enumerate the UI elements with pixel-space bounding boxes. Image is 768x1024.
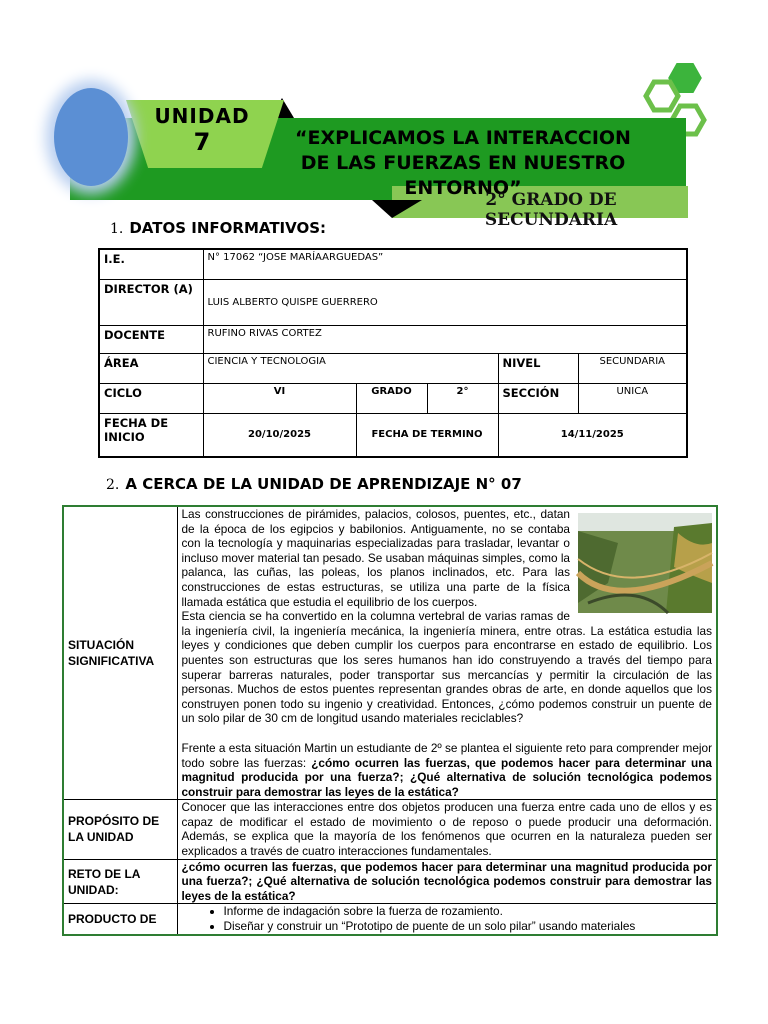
reto-label: RETO DE LA UNIDAD: — [63, 859, 177, 904]
info-row-area — [99, 353, 687, 383]
area-value: CIENCIA Y TECNOLOGIA — [203, 353, 498, 383]
ribbon-fold — [372, 200, 422, 218]
director-value: LUIS ALBERTO QUISPE GUERRERO — [203, 279, 687, 325]
grado-value: 2° — [427, 383, 498, 413]
section-number: 2. — [106, 477, 120, 493]
ciclo-label: CICLO — [99, 383, 203, 413]
fecha-termino-value: 14/11/2025 — [498, 413, 687, 457]
unit-table — [62, 505, 718, 936]
info-row-director — [99, 279, 687, 325]
info-row-fechas — [99, 413, 687, 457]
seccion-value: UNICA — [578, 383, 687, 413]
blue-oval-decoration — [54, 88, 128, 186]
situacion-paragraph-2: Esta ciencia se ha convertido en la columna vertebral de varias ramas de la ingeniería civil, la ingeniería mecánica, la ingeniería minera, entre otras. La estática estudia las leyes y condiciones que deben cumplir los cuerpos para encontrarse en estado de equilibrio. Los puentes son estructuras que los seres humanos han ido construyendo a través del tiempo para superar barreras naturales, poder transportar sus mercancías y permitir la circulación de las personas. Muchos de estos puentes representan grandes obras de arte, en donde aquellos que los construyen ponen todo su ingenio y creatividad. Entonces, ¿cómo podemos construir un puente de un solo pilar de 30 cm de longitud usando materiales reciclables? — [181, 609, 712, 726]
seccion-label: SECCIÓN — [498, 383, 578, 413]
unit-row-proposito — [63, 800, 717, 859]
rope-bridge-photo — [578, 513, 712, 613]
docente-label: DOCENTE — [99, 325, 203, 353]
grado-label: GRADO — [356, 383, 427, 413]
situacion-label: SITUACIÓN SIGNIFICATIVA — [63, 506, 177, 800]
section-title: A CERCA DE LA UNIDAD DE APRENDIZAJE N° 07 — [125, 475, 522, 493]
unit-row-situacion — [63, 506, 717, 800]
producto-item: • Informe de indagación sobre la fuerza de rozamiento. — [224, 904, 713, 919]
area-label: ÁREA — [99, 353, 203, 383]
fecha-termino-label: FECHA DE TERMINO — [356, 413, 498, 457]
unit-row-reto — [63, 859, 717, 904]
situacion-intro: Frente a esta situación Martin un estudiante de 2º se plantea el siguiente reto para comprender mejor todo sobre las fuerzas: — [181, 740, 712, 770]
unit-title: “EXPLICAMOS LA INTERACCION DE LAS FUERZAS EN NUESTRO ENTORNO” — [295, 127, 631, 199]
ciclo-value: VI — [203, 383, 356, 413]
unit-row-producto — [63, 904, 717, 935]
section-heading-2 — [106, 475, 522, 493]
section-title: DATOS INFORMATIVOS: — [129, 219, 327, 237]
section-number: 1. — [110, 221, 124, 237]
proposito-text: Conocer que las interacciones entre dos objetos producen una fuerza entre cada uno de ellos y es capaz de modificar el estado de movimiento o de reposo o puede producir una deformación. Además, se explica que la mayoría de los fenómenos que ocurren en la naturaleza pueden ser explicados a través de cuatro interacciones fundamentales. — [177, 800, 717, 859]
situacion-paragraph-3 — [182, 741, 713, 799]
situacion-question: ¿cómo ocurren las fuerzas, que podemos hacer para determinar una magnitud producida por una fuerza?; ¿Qué alternativa de solución tecnológica podemos construir para demostrar las leyes de la estática? — [181, 755, 712, 799]
producto-cell — [177, 904, 717, 935]
director-label: DIRECTOR (A) — [99, 279, 203, 325]
situacion-cell — [177, 506, 717, 800]
nivel-value: SECUNDARIA — [578, 353, 687, 383]
info-row-docente — [99, 325, 687, 353]
producto-item: • Diseñar y construir un “Prototipo de puente de un solo pilar” usando materiales — [224, 919, 713, 934]
reto-text: ¿cómo ocurren las fuerzas, que podemos hacer para determinar una magnitud producida por una fuerza?; ¿Qué alternativa de solución tecnológica podemos construir para demostrar las leyes de la estática? — [177, 859, 717, 904]
grade-label: 2° GRADO DE SECUNDARIA — [484, 190, 618, 230]
fecha-inicio-label: FECHA DE INICIO — [99, 413, 203, 457]
section-heading-1 — [110, 219, 326, 237]
ie-value: N° 17062 “JOSE MARÍAARGUEDAS” — [203, 249, 687, 279]
info-row-ie — [99, 249, 687, 279]
nivel-label: NIVEL — [498, 353, 578, 383]
unit-label: UNIDAD — [154, 104, 250, 128]
proposito-label: PROPÓSITO DE LA UNIDAD — [63, 800, 177, 859]
ie-label: I.E. — [99, 249, 203, 279]
info-table — [98, 248, 688, 458]
info-row-ciclo — [99, 383, 687, 413]
unit-number: 7 — [193, 128, 211, 156]
producto-list — [182, 904, 713, 933]
situacion-paragraph-1: Las construcciones de pirámides, palacios, colosos, puentes, etc., datan de la época de los egipcios y babilonios. Antiguamente, no se contaba con la tecnología y maquinarias especializadas para trasladar, levantar o incluso mover material tan pesado. Se usaban máquinas simples, como la palanca, las cuñas, las poleas, los planos inclinados, etc. Para las construcciones de estas estructuras, se utiliza una parte de la física llamada estática que estudia el equilibrio de los cuerpos. — [181, 507, 570, 609]
fecha-inicio-value: 20/10/2025 — [203, 413, 356, 457]
producto-label: PRODUCTO DE — [63, 904, 177, 935]
docente-value: RUFINO RIVAS CORTEZ — [203, 325, 687, 353]
